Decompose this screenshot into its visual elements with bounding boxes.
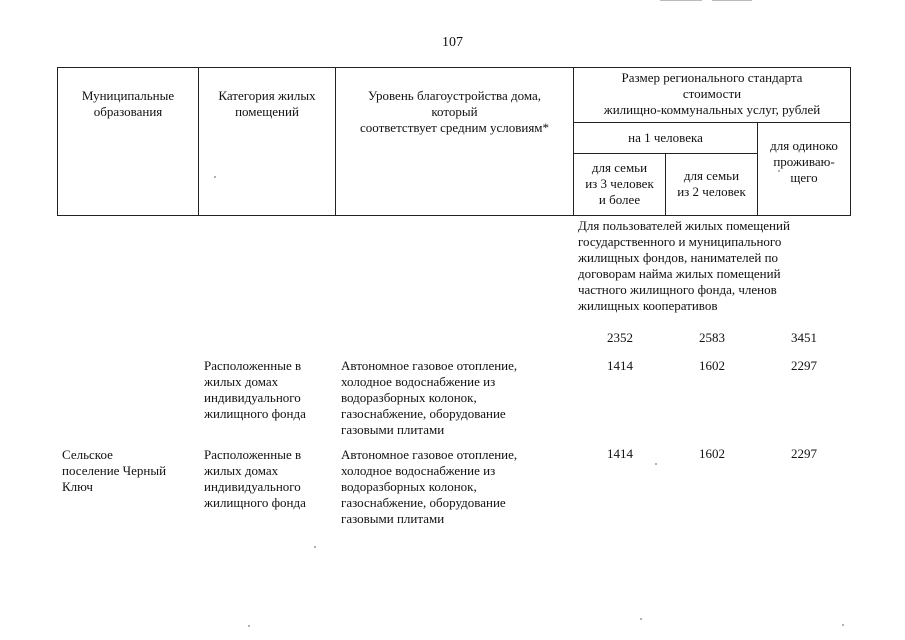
value-single: 2297 [791, 358, 817, 373]
scan-speck [640, 618, 642, 620]
header-single-resident: для одиноко проживаю- щего [770, 138, 838, 185]
value-single: 3451 [791, 330, 817, 345]
scan-speck [655, 463, 657, 465]
scan-speck [778, 170, 780, 172]
value-family3: 1414 [607, 358, 633, 373]
value-family3: 1414 [607, 446, 633, 461]
amenity-level: Автономное газовое отопление, холодное водоснабжение из водоразборных колонок, газоснабжение, оборудование газовыми плитами [341, 358, 518, 437]
scan-speck [314, 546, 316, 548]
header-per-person: на 1 человека [628, 130, 703, 145]
value-family2: 2583 [699, 330, 725, 345]
municipality-name: Сельское поселение Черный Ключ [62, 447, 167, 494]
scan-mark [712, 0, 752, 1]
scan-mark [660, 0, 702, 1]
section-note: Для пользователей жилых помещений государственного и муниципального жилищных фондов, нанимателей по договорам найма жилых помещений частного жилищного фонда, членов жилищных кооперативов [578, 218, 790, 313]
amenity-level: Автономное газовое отопление, холодное водоснабжение из водоразборных колонок, газоснабжение, оборудование газовыми плитами [341, 447, 518, 526]
housing-category: Расположенные в жилых домах индивидуального жилищного фонда [204, 358, 306, 421]
housing-category: Расположенные в жилых домах индивидуального жилищного фонда [204, 447, 306, 510]
value-family2: 1602 [699, 358, 725, 373]
value-family2: 1602 [699, 446, 725, 461]
scan-speck [214, 176, 216, 178]
scan-speck [248, 625, 250, 627]
header-family-3: для семьи из 3 человек и более [585, 160, 654, 207]
header-housing-category: Категория жилых помещений [218, 88, 316, 119]
header-family-2: для семьи из 2 человек [677, 168, 746, 199]
page-number: 107 [442, 35, 463, 50]
value-single: 2297 [791, 446, 817, 461]
value-family3: 2352 [607, 330, 633, 345]
header-standard-size: Размер регионального стандарта стоимости жилищно-коммунальных услуг, рублей [603, 70, 821, 117]
header-amenity-level: Уровень благоустройства дома, который соответствует средним условиям* [359, 88, 550, 135]
scan-speck [842, 624, 844, 626]
header-municipalities: Муниципальные образования [81, 88, 175, 119]
